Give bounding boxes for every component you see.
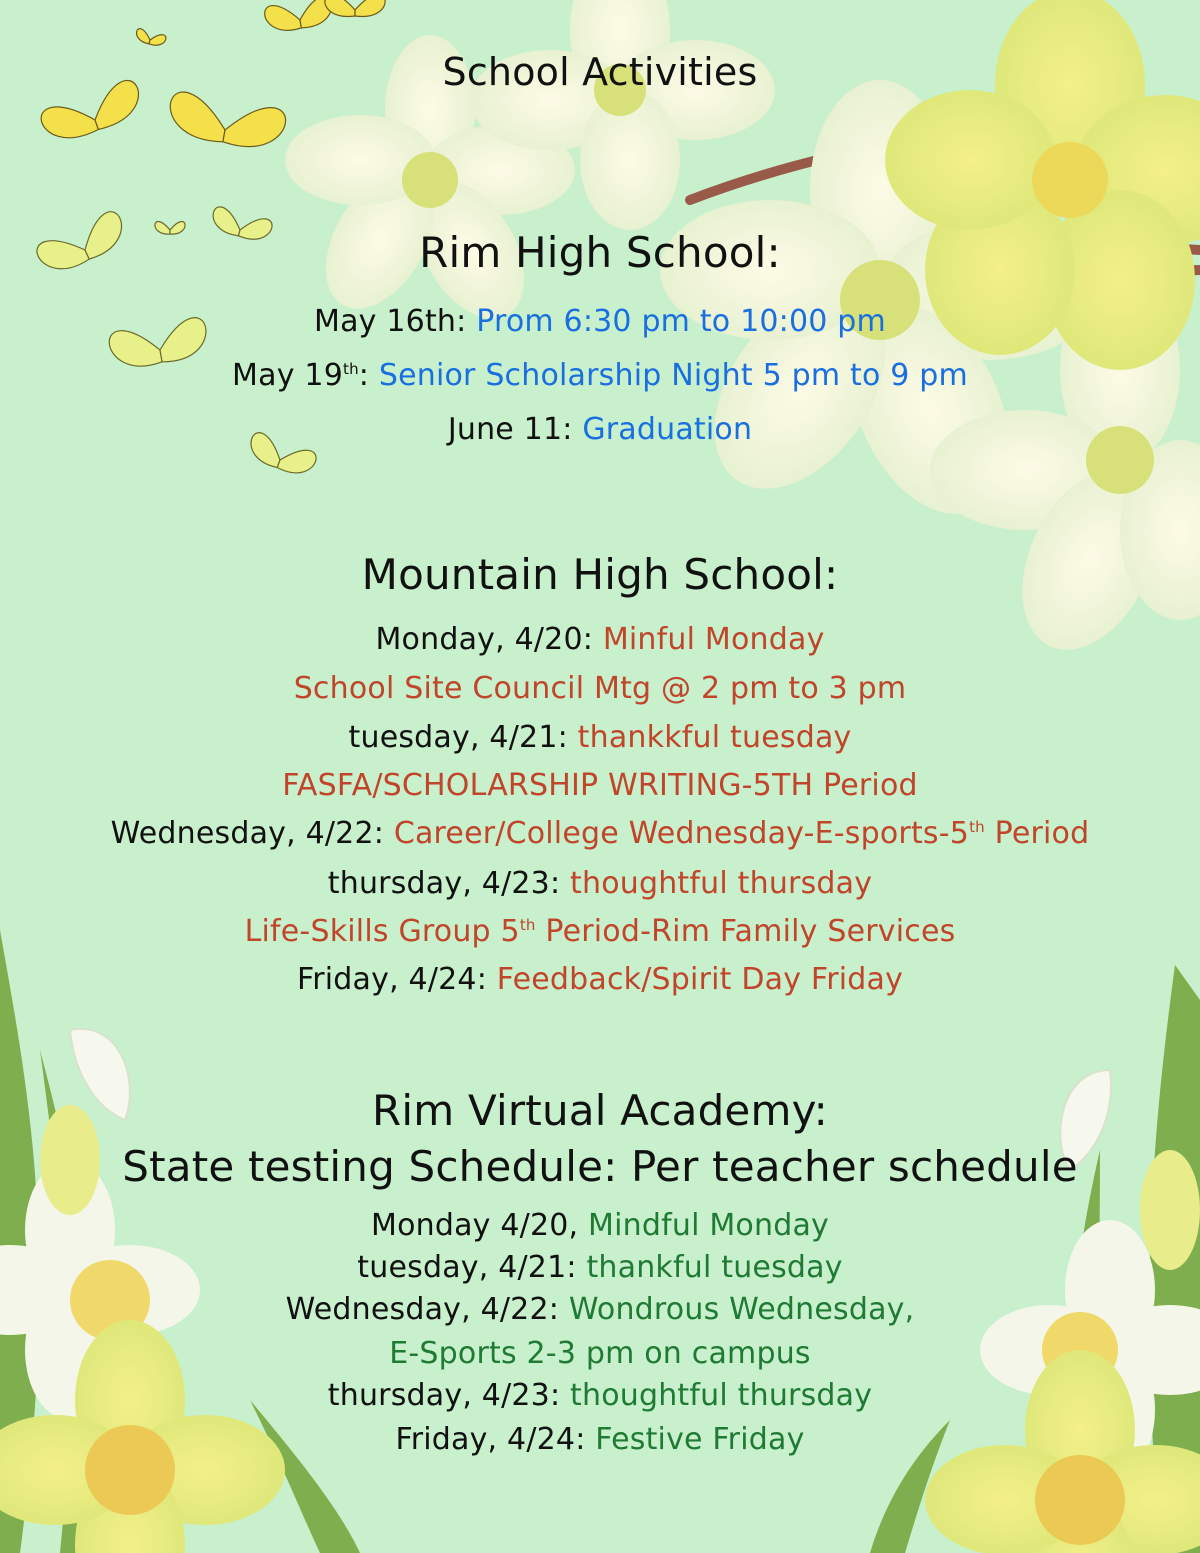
event-date: May 19th: xyxy=(232,358,370,393)
event-text: Mindful Monday xyxy=(588,1208,829,1243)
event-date: tuesday, 4/21: xyxy=(348,720,568,755)
mountain-high-line: School Site Council Mtg @ 2 pm to 3 pm xyxy=(293,671,907,706)
event-text: Graduation xyxy=(582,412,753,447)
event-text: Festive Friday xyxy=(595,1422,805,1457)
mountain-high-line xyxy=(0,720,1200,755)
event-date: thursday, 4/23: xyxy=(327,866,561,901)
event-text: thankful tuesday xyxy=(586,1250,843,1285)
event-date: Monday, 4/20: xyxy=(375,622,594,657)
event-date: Wednesday, 4/22: xyxy=(110,816,385,851)
rim-high-event xyxy=(0,412,1200,447)
mountain-high-line xyxy=(0,866,1200,901)
event-date: thursday, 4/23: xyxy=(327,1378,561,1413)
page-title: School Activities xyxy=(442,50,758,94)
rim-high-heading: Rim High School: xyxy=(419,228,781,277)
mountain-high-line xyxy=(0,622,1200,657)
mountain-high-line: Life-Skills Group 5th Period-Rim Family Services xyxy=(244,914,956,949)
virtual-academy-heading: Rim Virtual Academy: xyxy=(372,1086,828,1135)
virtual-academy-line xyxy=(0,1250,1200,1285)
event-date: tuesday, 4/21: xyxy=(357,1250,577,1285)
mountain-high-line: FASFA/SCHOLARSHIP WRITING-5TH Period xyxy=(282,768,918,803)
virtual-academy-line: E-Sports 2-3 pm on campus xyxy=(389,1336,811,1371)
event-text: Career/College Wednesday-E-sports-5th Period xyxy=(393,816,1090,851)
virtual-academy-subheading: State testing Schedule: Per teacher schedule xyxy=(122,1142,1078,1191)
event-date: June 11: xyxy=(447,412,573,447)
event-date: Monday 4/20, xyxy=(371,1208,579,1243)
rim-high-event xyxy=(0,358,1200,393)
event-text: thoughtful thursday xyxy=(570,1378,873,1413)
mountain-high-heading: Mountain High School: xyxy=(361,550,839,599)
event-text: Feedback/Spirit Day Friday xyxy=(496,962,904,997)
mountain-high-line xyxy=(0,816,1200,851)
rim-high-event xyxy=(0,304,1200,339)
virtual-academy-line xyxy=(0,1292,1200,1327)
event-text: Wondrous Wednesday, xyxy=(568,1292,915,1327)
event-date: Friday, 4/24: xyxy=(296,962,488,997)
event-text: thankkful tuesday xyxy=(577,720,852,755)
mountain-high-line xyxy=(0,962,1200,997)
event-text: Prom 6:30 pm to 10:00 pm xyxy=(476,304,886,339)
event-date: Friday, 4/24: xyxy=(395,1422,586,1457)
virtual-academy-line xyxy=(0,1378,1200,1413)
event-text: thoughtful thursday xyxy=(570,866,873,901)
event-date: May 16th: xyxy=(314,304,467,339)
virtual-academy-line xyxy=(0,1208,1200,1243)
virtual-academy-line xyxy=(0,1422,1200,1457)
event-text: Senior Scholarship Night 5 pm to 9 pm xyxy=(378,358,968,393)
event-text: Minful Monday xyxy=(602,622,825,657)
event-date: Wednesday, 4/22: xyxy=(285,1292,560,1327)
